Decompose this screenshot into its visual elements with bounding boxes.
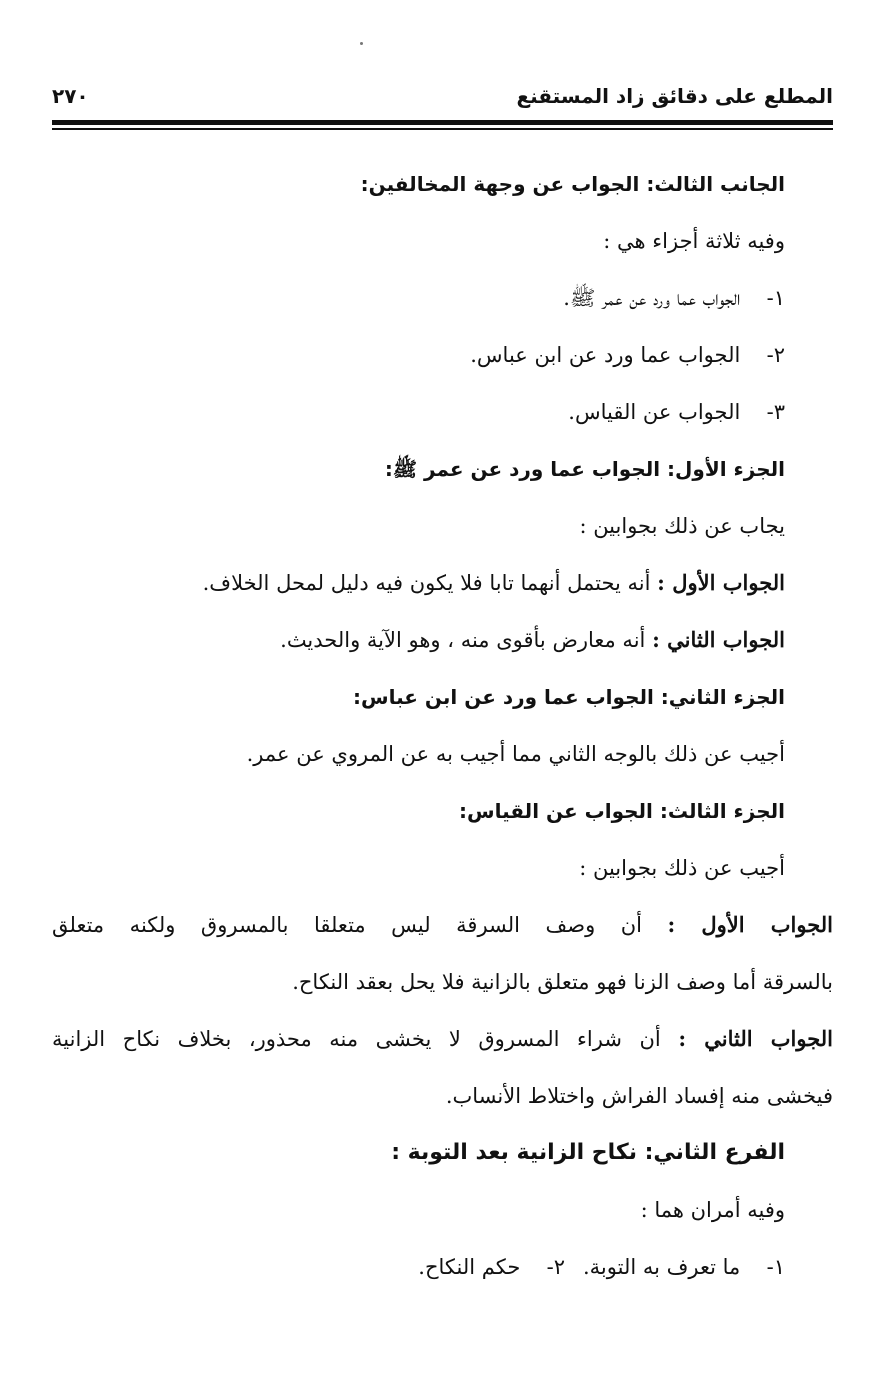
part-heading: الجزء الثاني: الجواب عما ورد عن ابن عباس: [353,685,785,709]
page-number: ٢٧٠ [52,84,89,108]
list-text: حكم النكاح. [418,1255,521,1279]
list-text: الجواب عن القياس. [568,400,741,424]
paragraph-continuation: بالسرقة أما وصف الزنا فهو متعلق بالزانية فلا يحل بعقد النكاح. [292,970,833,994]
header-rule-thin [52,128,833,130]
branch-heading: الفرع الثاني: نكاح الزانية بعد التوبة : [391,1140,785,1165]
section-heading: الجانب الثالث: الجواب عن وجهة المخالفين: [360,172,785,196]
list-text: ما تعرف به التوبة. [583,1255,741,1279]
list-number: ٣- [766,400,785,424]
list-item [52,388,785,445]
answer-paragraph [52,901,833,958]
answer-label: الجواب الأول : [657,570,785,595]
answer-paragraph [52,559,785,616]
page-body [52,160,834,1300]
header-rule-thick [52,120,833,125]
list-number: ٢- [546,1255,565,1279]
part-heading: الجزء الأول: الجواب عما ورد عن عمر ﷺ: [384,457,785,481]
paragraph: أجيب عن ذلك بجوابين : [579,856,785,880]
list-item [52,274,785,331]
answer-text: أنه يحتمل أنهما تابا فلا يكون فيه دليل لمحل الخلاف. [202,571,651,595]
answer-text: أن وصف السرقة ليس متعلقا بالمسروق ولكنه متعلق [52,913,642,937]
section-intro: وفيه ثلاثة أجزاء هي : [603,229,785,253]
paragraph: وفيه أمران هما : [640,1198,785,1222]
list-number: ١- [766,1255,785,1279]
print-speck [360,42,363,45]
paragraph: أجيب عن ذلك بالوجه الثاني مما أجيب به عن المروي عن عمر. [246,742,785,766]
answer-paragraph [52,616,785,673]
list-item [418,1243,565,1300]
part-heading: الجزء الثالث: الجواب عن القياس: [459,799,785,823]
two-column-list [52,1243,785,1300]
list-number: ١- [766,286,785,310]
running-title: المطلع على دقائق زاد المستقنع [516,84,833,108]
page-header [52,84,833,118]
list-text: الجواب عما ورد عن ابن عباس. [470,343,741,367]
list-item [52,331,785,388]
list-number: ٢- [766,343,785,367]
paragraph-continuation: فيخشى منه إفساد الفراش واختلاط الأنساب. [445,1084,833,1108]
answer-label: الجواب الأول : [667,912,833,937]
answer-label: الجواب الثاني : [652,627,785,652]
answer-paragraph [52,1015,833,1072]
answer-text: أنه معارض بأقوى منه ، وهو الآية والحديث. [280,628,646,652]
answer-text: أن شراء المسروق لا يخشى منه محذور، بخلاف نكاح الزانية [52,1027,661,1051]
paragraph: يجاب عن ذلك بجوابين : [579,514,785,538]
answer-label: الجواب الثاني : [678,1026,834,1051]
list-text: الجواب عما ورد عن عمر ﷺ. [563,286,741,310]
list-item [565,1243,785,1300]
